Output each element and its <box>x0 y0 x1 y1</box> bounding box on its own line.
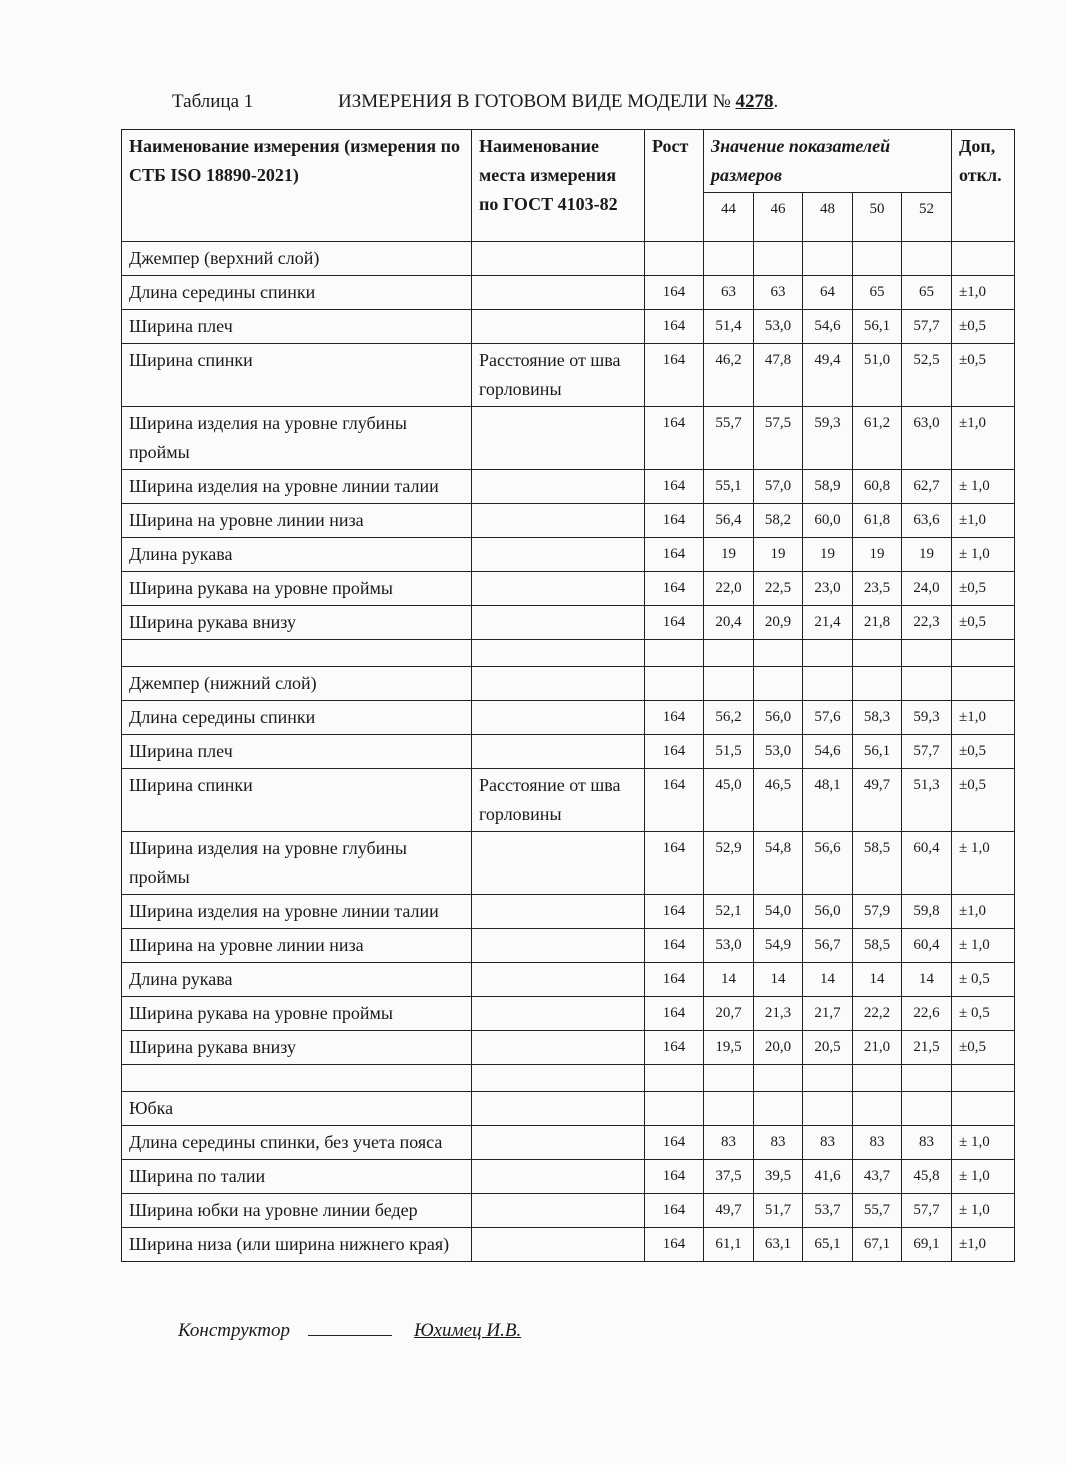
size-value: 83 <box>803 1126 853 1160</box>
signature-line <box>308 1335 392 1336</box>
table-row <box>122 572 1015 606</box>
section-row <box>122 667 1015 701</box>
size-value: 43,7 <box>853 1160 902 1194</box>
col-header-place: Наименование места измерения по ГОСТ 4103-82 <box>472 130 645 242</box>
measurement-name: Ширина спинки <box>122 769 472 832</box>
title-end: . <box>773 91 779 112</box>
table-row <box>122 735 1015 769</box>
empty-cell <box>645 640 704 667</box>
tolerance-value: ±0,5 <box>952 1031 1015 1065</box>
size-value: 63 <box>704 276 754 310</box>
size-value: 63 <box>754 276 803 310</box>
size-value: 54,9 <box>754 929 803 963</box>
size-value: 63,1 <box>754 1228 803 1262</box>
size-value: 54,6 <box>803 735 853 769</box>
empty-cell <box>704 667 754 701</box>
size-value: 57,7 <box>902 1194 952 1228</box>
tolerance-value: ± 1,0 <box>952 1194 1015 1228</box>
size-value: 23,0 <box>803 572 853 606</box>
spacer-row <box>122 640 1015 667</box>
measurement-place <box>472 1031 645 1065</box>
size-value: 45,0 <box>704 769 754 832</box>
size-value: 60,4 <box>902 832 952 895</box>
tolerance-value: ± 1,0 <box>952 1160 1015 1194</box>
measurement-place: Расстояние от шва горловины <box>472 769 645 832</box>
measurement-name: Ширина на уровне линии низа <box>122 504 472 538</box>
size-value: 83 <box>902 1126 952 1160</box>
size-value: 49,4 <box>803 344 853 407</box>
empty-cell <box>902 1092 952 1126</box>
height-value: 164 <box>645 310 704 344</box>
empty-cell <box>472 667 645 701</box>
section-row <box>122 1092 1015 1126</box>
size-header-cell: 46 <box>754 193 803 242</box>
empty-cell <box>645 242 704 276</box>
table-row <box>122 997 1015 1031</box>
measurement-name: Ширина по талии <box>122 1160 472 1194</box>
size-value: 58,3 <box>853 701 902 735</box>
table-row <box>122 963 1015 997</box>
height-value: 164 <box>645 832 704 895</box>
measurement-place <box>472 276 645 310</box>
size-value: 24,0 <box>902 572 952 606</box>
size-value: 49,7 <box>704 1194 754 1228</box>
empty-cell <box>704 1092 754 1126</box>
measurement-name: Ширина изделия на уровне линии талии <box>122 895 472 929</box>
table-row <box>122 1031 1015 1065</box>
empty-cell <box>472 242 645 276</box>
measurement-name: Ширина плеч <box>122 735 472 769</box>
size-value: 52,5 <box>902 344 952 407</box>
size-value: 57,0 <box>754 470 803 504</box>
measurement-place <box>472 1160 645 1194</box>
table-header <box>172 91 779 113</box>
measurement-name: Длина середины спинки <box>122 701 472 735</box>
size-value: 19 <box>803 538 853 572</box>
empty-cell <box>122 640 472 667</box>
measurement-name: Ширина рукава внизу <box>122 606 472 640</box>
size-value: 21,7 <box>803 997 853 1031</box>
size-value: 54,6 <box>803 310 853 344</box>
tolerance-value: ±0,5 <box>952 572 1015 606</box>
size-value: 14 <box>902 963 952 997</box>
size-value: 61,2 <box>853 407 902 470</box>
measurement-place <box>472 701 645 735</box>
size-value: 14 <box>853 963 902 997</box>
tolerance-value: ± 1,0 <box>952 832 1015 895</box>
title-text: ИЗМЕРЕНИЯ В ГОТОВОМ ВИДЕ МОДЕЛИ № <box>338 91 731 112</box>
measurement-place <box>472 606 645 640</box>
section-title: Джемпер (верхний слой) <box>122 242 472 276</box>
size-value: 21,4 <box>803 606 853 640</box>
size-value: 58,2 <box>754 504 803 538</box>
measurement-place <box>472 735 645 769</box>
empty-cell <box>952 1092 1015 1126</box>
height-value: 164 <box>645 1126 704 1160</box>
height-value: 164 <box>645 963 704 997</box>
size-value: 49,7 <box>853 769 902 832</box>
size-value: 60,0 <box>803 504 853 538</box>
empty-cell <box>853 1065 902 1092</box>
size-value: 51,5 <box>704 735 754 769</box>
size-value: 54,8 <box>754 832 803 895</box>
measurement-place <box>472 572 645 606</box>
measurement-name: Ширина изделия на уровне линии талии <box>122 470 472 504</box>
size-value: 57,7 <box>902 310 952 344</box>
tolerance-value: ±0,5 <box>952 735 1015 769</box>
empty-cell <box>704 640 754 667</box>
size-value: 56,0 <box>754 701 803 735</box>
empty-cell <box>754 1092 803 1126</box>
measurement-place: Расстояние от шва горловины <box>472 344 645 407</box>
size-value: 19 <box>853 538 902 572</box>
measurement-name: Ширина рукава на уровне проймы <box>122 572 472 606</box>
model-number: 4278 <box>735 91 774 112</box>
size-value: 57,6 <box>803 701 853 735</box>
size-value: 14 <box>803 963 853 997</box>
tolerance-value: ± 0,5 <box>952 963 1015 997</box>
size-value: 64 <box>803 276 853 310</box>
size-value: 63,0 <box>902 407 952 470</box>
tolerance-value: ±1,0 <box>952 1228 1015 1262</box>
size-value: 53,0 <box>754 735 803 769</box>
size-value: 54,0 <box>754 895 803 929</box>
measurement-place <box>472 1126 645 1160</box>
table-row <box>122 310 1015 344</box>
size-value: 22,3 <box>902 606 952 640</box>
size-header-cell: 44 <box>704 193 754 242</box>
col-header-height: Рост <box>645 130 704 242</box>
empty-cell <box>952 1065 1015 1092</box>
size-value: 52,9 <box>704 832 754 895</box>
size-value: 69,1 <box>902 1228 952 1262</box>
measurement-name: Ширина плеч <box>122 310 472 344</box>
table-row <box>122 1160 1015 1194</box>
size-value: 22,0 <box>704 572 754 606</box>
empty-cell <box>754 640 803 667</box>
size-value: 51,7 <box>754 1194 803 1228</box>
empty-cell <box>902 1065 952 1092</box>
size-value: 46,2 <box>704 344 754 407</box>
height-value: 164 <box>645 735 704 769</box>
table-row <box>122 407 1015 470</box>
size-value: 20,4 <box>704 606 754 640</box>
empty-cell <box>952 667 1015 701</box>
size-value: 61,8 <box>853 504 902 538</box>
size-value: 56,0 <box>803 895 853 929</box>
size-value: 56,1 <box>853 735 902 769</box>
empty-cell <box>853 640 902 667</box>
height-value: 164 <box>645 344 704 407</box>
size-value: 45,8 <box>902 1160 952 1194</box>
size-header-cell: 52 <box>902 193 952 242</box>
height-value: 164 <box>645 572 704 606</box>
measurement-place <box>472 895 645 929</box>
tolerance-value: ±1,0 <box>952 895 1015 929</box>
measurements-table <box>121 129 1015 1262</box>
size-value: 57,5 <box>754 407 803 470</box>
table-row <box>122 538 1015 572</box>
size-header-cell: 50 <box>853 193 902 242</box>
tolerance-value: ±1,0 <box>952 701 1015 735</box>
table-row <box>122 701 1015 735</box>
size-value: 57,7 <box>902 735 952 769</box>
measurement-name: Длина рукава <box>122 963 472 997</box>
measurement-place <box>472 997 645 1031</box>
table-title <box>338 91 778 113</box>
col-header-name: Наименование измерения (измерения по СТБ ISO 18890-2021) <box>122 130 472 242</box>
size-value: 23,5 <box>853 572 902 606</box>
size-value: 83 <box>754 1126 803 1160</box>
size-value: 56,1 <box>853 310 902 344</box>
size-value: 22,2 <box>853 997 902 1031</box>
size-value: 59,3 <box>803 407 853 470</box>
empty-cell <box>853 242 902 276</box>
size-value: 56,2 <box>704 701 754 735</box>
size-value: 41,6 <box>803 1160 853 1194</box>
empty-cell <box>645 1065 704 1092</box>
tolerance-value: ± 1,0 <box>952 538 1015 572</box>
size-value: 21,5 <box>902 1031 952 1065</box>
size-value: 53,0 <box>704 929 754 963</box>
tolerance-value: ±1,0 <box>952 504 1015 538</box>
height-value: 164 <box>645 769 704 832</box>
size-value: 59,3 <box>902 701 952 735</box>
measurement-name: Ширина рукава на уровне проймы <box>122 997 472 1031</box>
size-value: 57,9 <box>853 895 902 929</box>
size-value: 19 <box>902 538 952 572</box>
size-value: 55,7 <box>853 1194 902 1228</box>
size-value: 14 <box>754 963 803 997</box>
footer-role: Конструктор <box>178 1320 291 1341</box>
size-value: 20,5 <box>803 1031 853 1065</box>
table-row <box>122 344 1015 407</box>
size-value: 37,5 <box>704 1160 754 1194</box>
table-row <box>122 1194 1015 1228</box>
size-value: 63,6 <box>902 504 952 538</box>
height-value: 164 <box>645 407 704 470</box>
size-value: 55,1 <box>704 470 754 504</box>
tolerance-value: ±0,5 <box>952 769 1015 832</box>
tolerance-value: ±0,5 <box>952 310 1015 344</box>
empty-cell <box>754 1065 803 1092</box>
empty-cell <box>853 667 902 701</box>
size-value: 65 <box>902 276 952 310</box>
empty-cell <box>122 1065 472 1092</box>
tolerance-value: ± 0,5 <box>952 997 1015 1031</box>
size-value: 83 <box>853 1126 902 1160</box>
size-value: 53,7 <box>803 1194 853 1228</box>
size-value: 59,8 <box>902 895 952 929</box>
size-value: 21,8 <box>853 606 902 640</box>
measurement-place <box>472 310 645 344</box>
measurements-body <box>122 242 1015 1262</box>
empty-cell <box>645 667 704 701</box>
measurement-place <box>472 1194 645 1228</box>
empty-cell <box>803 1092 853 1126</box>
section-title: Юбка <box>122 1092 472 1126</box>
empty-cell <box>472 640 645 667</box>
size-value: 55,7 <box>704 407 754 470</box>
size-value: 19 <box>754 538 803 572</box>
measurement-place <box>472 1228 645 1262</box>
tolerance-value: ± 1,0 <box>952 470 1015 504</box>
measurement-name: Ширина изделия на уровне глубины проймы <box>122 832 472 895</box>
measurement-place <box>472 538 645 572</box>
measurement-name: Ширина на уровне линии низа <box>122 929 472 963</box>
section-row <box>122 242 1015 276</box>
size-value: 65,1 <box>803 1228 853 1262</box>
size-value: 20,0 <box>754 1031 803 1065</box>
tolerance-value: ± 1,0 <box>952 929 1015 963</box>
empty-cell <box>902 242 952 276</box>
height-value: 164 <box>645 538 704 572</box>
measurement-place <box>472 470 645 504</box>
empty-cell <box>952 640 1015 667</box>
table-row <box>122 769 1015 832</box>
empty-cell <box>754 667 803 701</box>
empty-cell <box>952 242 1015 276</box>
table-row <box>122 1228 1015 1262</box>
size-value: 51,4 <box>704 310 754 344</box>
empty-cell <box>645 1092 704 1126</box>
height-value: 164 <box>645 895 704 929</box>
measurement-place <box>472 504 645 538</box>
footer-signature <box>178 1320 521 1342</box>
size-value: 52,1 <box>704 895 754 929</box>
empty-cell <box>902 667 952 701</box>
measurement-name: Длина середины спинки, без учета пояса <box>122 1126 472 1160</box>
tolerance-value: ±0,5 <box>952 606 1015 640</box>
size-value: 21,0 <box>853 1031 902 1065</box>
size-header-cell: 48 <box>803 193 853 242</box>
height-value: 164 <box>645 1228 704 1262</box>
height-value: 164 <box>645 1194 704 1228</box>
empty-cell <box>704 242 754 276</box>
size-value: 47,8 <box>754 344 803 407</box>
measurement-place <box>472 407 645 470</box>
height-value: 164 <box>645 1031 704 1065</box>
table-row <box>122 504 1015 538</box>
measurement-name: Ширина изделия на уровне глубины проймы <box>122 407 472 470</box>
height-value: 164 <box>645 1160 704 1194</box>
size-value: 67,1 <box>853 1228 902 1262</box>
table-row <box>122 606 1015 640</box>
height-value: 164 <box>645 504 704 538</box>
height-value: 164 <box>645 701 704 735</box>
size-value: 22,5 <box>754 572 803 606</box>
size-value: 58,9 <box>803 470 853 504</box>
measurement-name: Ширина рукава внизу <box>122 1031 472 1065</box>
size-value: 19 <box>704 538 754 572</box>
size-value: 56,7 <box>803 929 853 963</box>
table-row <box>122 929 1015 963</box>
size-value: 20,9 <box>754 606 803 640</box>
height-value: 164 <box>645 276 704 310</box>
table-row <box>122 276 1015 310</box>
size-value: 83 <box>704 1126 754 1160</box>
tolerance-value: ±0,5 <box>952 344 1015 407</box>
measurement-name: Ширина юбки на уровне линии бедер <box>122 1194 472 1228</box>
empty-cell <box>853 1092 902 1126</box>
empty-cell <box>472 1065 645 1092</box>
measurement-name: Ширина спинки <box>122 344 472 407</box>
size-value: 60,8 <box>853 470 902 504</box>
size-value: 58,5 <box>853 832 902 895</box>
empty-cell <box>472 1092 645 1126</box>
size-value: 39,5 <box>754 1160 803 1194</box>
empty-cell <box>803 1065 853 1092</box>
table-row <box>122 832 1015 895</box>
footer-name: Юхимец И.В. <box>414 1320 522 1341</box>
tolerance-value: ±1,0 <box>952 276 1015 310</box>
col-header-tolerance: Доп, откл. <box>952 130 1015 242</box>
height-value: 164 <box>645 929 704 963</box>
size-value: 19,5 <box>704 1031 754 1065</box>
section-title: Джемпер (нижний слой) <box>122 667 472 701</box>
empty-cell <box>902 640 952 667</box>
col-header-values: Значение показателей размеров <box>704 130 952 193</box>
tolerance-value: ±1,0 <box>952 407 1015 470</box>
size-value: 14 <box>704 963 754 997</box>
table-label: Таблица 1 <box>172 91 254 112</box>
size-value: 61,1 <box>704 1228 754 1262</box>
size-value: 51,0 <box>853 344 902 407</box>
measurement-name: Длина рукава <box>122 538 472 572</box>
height-value: 164 <box>645 470 704 504</box>
size-value: 22,6 <box>902 997 952 1031</box>
measurement-place <box>472 929 645 963</box>
empty-cell <box>704 1065 754 1092</box>
empty-cell <box>754 242 803 276</box>
height-value: 164 <box>645 606 704 640</box>
table-row <box>122 470 1015 504</box>
measurement-place <box>472 963 645 997</box>
spacer-row <box>122 1065 1015 1092</box>
tolerance-value: ± 1,0 <box>952 1126 1015 1160</box>
size-value: 21,3 <box>754 997 803 1031</box>
size-value: 51,3 <box>902 769 952 832</box>
size-value: 53,0 <box>754 310 803 344</box>
table-row <box>122 1126 1015 1160</box>
measurement-name: Длина середины спинки <box>122 276 472 310</box>
height-value: 164 <box>645 997 704 1031</box>
empty-cell <box>803 242 853 276</box>
empty-cell <box>803 667 853 701</box>
size-value: 56,6 <box>803 832 853 895</box>
size-value: 58,5 <box>853 929 902 963</box>
measurement-place <box>472 832 645 895</box>
size-value: 48,1 <box>803 769 853 832</box>
size-value: 62,7 <box>902 470 952 504</box>
table-row <box>122 895 1015 929</box>
size-value: 46,5 <box>754 769 803 832</box>
size-value: 60,4 <box>902 929 952 963</box>
size-value: 56,4 <box>704 504 754 538</box>
measurement-name: Ширина низа (или ширина нижнего края) <box>122 1228 472 1262</box>
size-value: 20,7 <box>704 997 754 1031</box>
empty-cell <box>803 640 853 667</box>
size-value: 65 <box>853 276 902 310</box>
